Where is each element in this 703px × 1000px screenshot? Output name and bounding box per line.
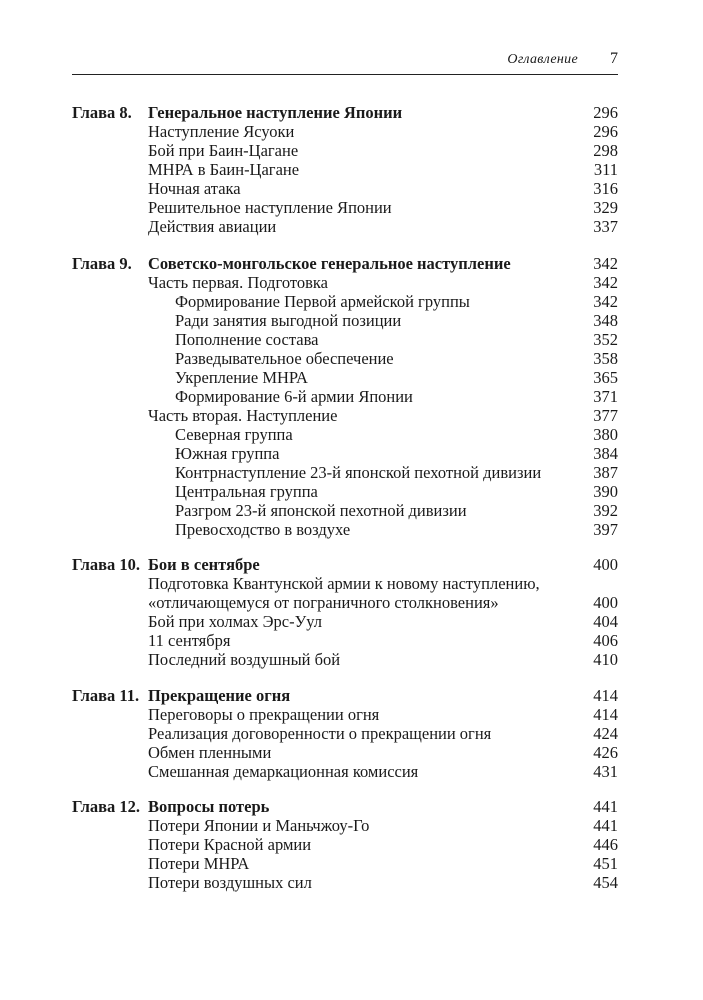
toc-entry-row bbox=[175, 387, 618, 406]
toc-entry-title: Подготовка Квантунской армии к новому наступлению, bbox=[148, 574, 540, 593]
toc-entry-title: Бой при холмах Эрс-Уул bbox=[148, 612, 323, 631]
toc-page-number: 358 bbox=[593, 349, 618, 368]
toc-entry-row bbox=[148, 762, 618, 781]
toc-page-number: 454 bbox=[593, 873, 618, 892]
toc-page-number: 296 bbox=[593, 122, 618, 141]
toc-entry-row bbox=[148, 198, 618, 217]
toc-page-number: 387 bbox=[593, 463, 618, 482]
toc-entry-title: Переговоры о прекращении огня bbox=[148, 705, 380, 724]
toc-entry-row bbox=[148, 122, 618, 141]
toc-page-number: 406 bbox=[593, 631, 618, 650]
running-head-title: Оглавление bbox=[507, 52, 578, 67]
toc-chapter-number: Глава 10. bbox=[72, 555, 141, 574]
toc-entry-title: Смешанная демаркационная комиссия bbox=[148, 762, 419, 781]
toc-entry-title: Укрепление МНРА bbox=[175, 368, 308, 387]
toc-entry-title: МНРА в Баин-Цагане bbox=[148, 160, 300, 179]
toc-entry-title: Действия авиации bbox=[148, 217, 277, 236]
toc-page-number: 342 bbox=[593, 273, 618, 292]
toc-entry-row bbox=[175, 330, 618, 349]
toc-page-number: 342 bbox=[593, 254, 618, 273]
toc-entry-row bbox=[148, 743, 618, 762]
toc-page-number: 441 bbox=[593, 797, 618, 816]
toc-entry-row bbox=[175, 501, 618, 520]
toc-entry-row bbox=[175, 368, 618, 387]
toc-entry-row bbox=[175, 292, 618, 311]
toc-entry-row bbox=[148, 724, 618, 743]
toc-chapter-number: Глава 8. bbox=[72, 103, 132, 122]
toc-page-number: 342 bbox=[593, 292, 618, 311]
toc-entry-title: Разгром 23-й японской пехотной дивизии bbox=[175, 501, 467, 520]
toc-page-number: 392 bbox=[593, 501, 618, 520]
toc-chapter-number: Глава 11. bbox=[72, 686, 140, 705]
toc-entry-row bbox=[148, 160, 618, 179]
toc-entry-row bbox=[148, 835, 618, 854]
toc-page-number: 414 bbox=[593, 686, 618, 705]
toc-page-number: 400 bbox=[593, 555, 618, 574]
toc-entry-row bbox=[148, 816, 618, 835]
toc-page-number: 298 bbox=[593, 141, 618, 160]
toc-entry-title: Ночная атака bbox=[148, 179, 241, 198]
toc-entry-row bbox=[175, 444, 618, 463]
toc-page-number: 337 bbox=[593, 217, 618, 236]
toc-entry-row bbox=[148, 179, 618, 198]
toc-page-number: 400 bbox=[593, 593, 618, 612]
toc-entry-title: Ради занятия выгодной позиции bbox=[175, 311, 402, 330]
toc-chapter-row bbox=[72, 797, 618, 816]
toc-page-number: 404 bbox=[593, 612, 618, 631]
toc-page-number: 414 bbox=[593, 705, 618, 724]
page-number: 7 bbox=[610, 50, 618, 67]
toc-entry-title: Превосходство в воздухе bbox=[175, 520, 351, 539]
toc-page-number: 424 bbox=[593, 724, 618, 743]
toc-page-number: 426 bbox=[593, 743, 618, 762]
toc-page-number: 380 bbox=[593, 425, 618, 444]
toc-page-number: 348 bbox=[593, 311, 618, 330]
toc-page-number: 410 bbox=[593, 650, 618, 669]
toc-chapter-row bbox=[72, 555, 618, 574]
toc-page-number: 451 bbox=[593, 854, 618, 873]
toc-chapter-row bbox=[72, 686, 618, 705]
toc-page-number: 431 bbox=[593, 762, 618, 781]
toc-page-number: 397 bbox=[593, 520, 618, 539]
toc-entry-row bbox=[148, 141, 618, 160]
toc-page-number: 441 bbox=[593, 816, 618, 835]
toc-chapter-row bbox=[72, 103, 618, 122]
toc-page-number: 446 bbox=[593, 835, 618, 854]
toc-page-number: 316 bbox=[593, 179, 618, 198]
toc-entry-row bbox=[175, 463, 618, 482]
toc-entry-title: «отличающемуся от пограничного столкновения» bbox=[148, 593, 499, 612]
toc-entry-title: 11 сентября bbox=[148, 631, 231, 650]
toc-page-number: 365 bbox=[593, 368, 618, 387]
toc-page-number: 296 bbox=[593, 103, 618, 122]
toc-entry-title: Наступление Ясуоки bbox=[148, 122, 295, 141]
toc-entry-title: Формирование 6-й армии Японии bbox=[175, 387, 413, 406]
toc-entry-title: Бой при Баин-Цагане bbox=[148, 141, 299, 160]
toc-entry-title: Разведывательное обеспечение bbox=[175, 349, 394, 368]
toc-page-number: 384 bbox=[593, 444, 618, 463]
toc-chapter-title: Советско-монгольское генеральное наступление bbox=[148, 254, 511, 273]
toc-chapter-number: Глава 12. bbox=[72, 797, 141, 816]
toc-page-number: 311 bbox=[593, 160, 618, 179]
toc-entry-row bbox=[175, 425, 618, 444]
toc-entry-row bbox=[148, 705, 618, 724]
toc-entry-row bbox=[148, 217, 618, 236]
toc-entry-row bbox=[148, 631, 618, 650]
toc-chapter-row bbox=[72, 254, 618, 273]
running-head bbox=[72, 50, 618, 75]
toc-entry-title: Обмен пленными bbox=[148, 743, 272, 762]
toc-entry-row bbox=[148, 612, 618, 631]
toc-entry-title: Потери воздушных сил bbox=[148, 873, 312, 892]
toc-entry-row bbox=[175, 311, 618, 330]
toc-chapter-title: Бои в сентябре bbox=[148, 555, 260, 574]
toc-entry-title: Потери Японии и Маньчжоу-Го bbox=[148, 816, 370, 835]
toc-page-number: 377 bbox=[593, 406, 618, 425]
toc-entry-title: Южная группа bbox=[175, 444, 280, 463]
toc-entry-title: Часть первая. Подготовка bbox=[148, 273, 328, 292]
toc-chapter-title: Генеральное наступление Японии bbox=[148, 103, 403, 122]
toc-page-number: 390 bbox=[593, 482, 618, 501]
toc-page-number: 371 bbox=[593, 387, 618, 406]
toc-entry-title: Центральная группа bbox=[175, 482, 318, 501]
toc-entry-title: Часть вторая. Наступление bbox=[148, 406, 338, 425]
toc-entry-row bbox=[148, 873, 618, 892]
toc-entry-title: Решительное наступление Японии bbox=[148, 198, 392, 217]
toc-entry-row bbox=[148, 406, 618, 425]
toc-entry-row bbox=[148, 593, 618, 612]
toc-chapter-title: Вопросы потерь bbox=[148, 797, 270, 816]
toc-entry-row bbox=[148, 273, 618, 292]
toc-entry-title: Потери МНРА bbox=[148, 854, 250, 873]
toc-entry-title: Контрнаступление 23-й японской пехотной дивизии bbox=[175, 463, 542, 482]
toc-entry-row bbox=[175, 482, 618, 501]
toc-entry-title: Пополнение состава bbox=[175, 330, 319, 349]
toc-entry-title: Формирование Первой армейской группы bbox=[175, 292, 470, 311]
toc-page-number: 352 bbox=[593, 330, 618, 349]
toc-entry-title: Потери Красной армии bbox=[148, 835, 312, 854]
toc-entry-title: Северная группа bbox=[175, 425, 293, 444]
toc-entry-row bbox=[148, 650, 618, 669]
toc-entry-row bbox=[148, 574, 618, 593]
toc-entry-row bbox=[148, 854, 618, 873]
toc-page-number: 329 bbox=[593, 198, 618, 217]
toc-chapter-number: Глава 9. bbox=[72, 254, 132, 273]
toc-chapter-title: Прекращение огня bbox=[148, 686, 291, 705]
toc-entry-title: Реализация договоренности о прекращении огня bbox=[148, 724, 492, 743]
toc-entry-title: Последний воздушный бой bbox=[148, 650, 341, 669]
toc-entry-row bbox=[175, 349, 618, 368]
toc-entry-row bbox=[175, 520, 618, 539]
